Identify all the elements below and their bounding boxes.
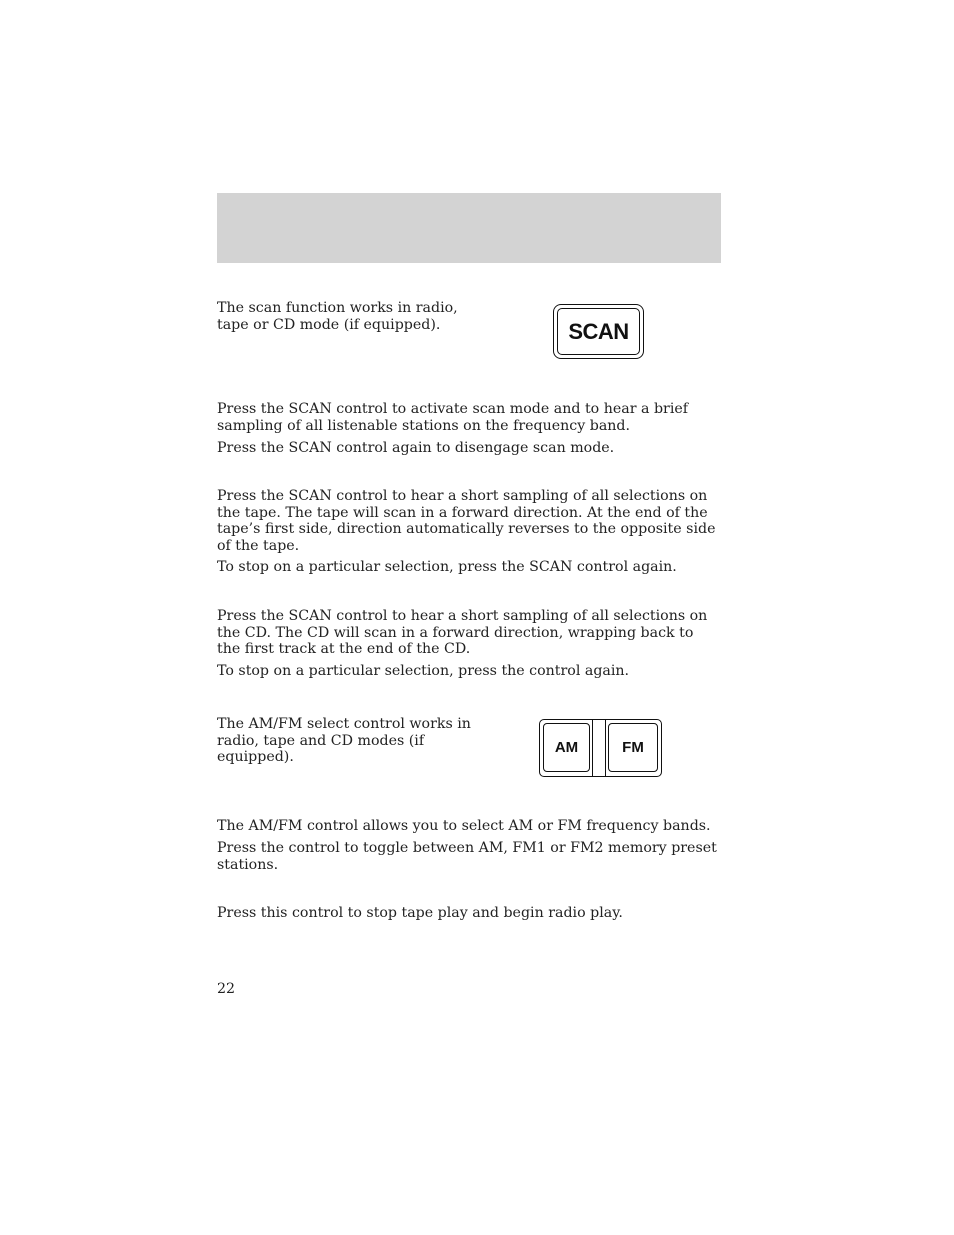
scan-tape-paragraph-2: To stop on a particular selection, press the SCAN control again. bbox=[217, 559, 677, 575]
fm-button[interactable] bbox=[608, 723, 658, 772]
scan-radio-paragraph-1: Press the SCAN control to activate scan mode and to hear a brief sampling of all listenable stations on the frequency band. bbox=[217, 401, 689, 434]
section-header-bar bbox=[217, 193, 721, 263]
am-button-label: AM bbox=[554, 739, 579, 756]
amfm-intro-text: The AM/FM select control works in radio, tape and CD modes (if equipped). bbox=[217, 716, 471, 765]
scan-button[interactable] bbox=[553, 304, 644, 359]
scan-tape-paragraph-1: Press the SCAN control to hear a short sampling of all selections on the tape. The tape will scan in a forward direction. At the end of the tape’s first side, direction automatically reverses to the opposite side of the tape. bbox=[217, 488, 716, 554]
amfm-select-control bbox=[539, 719, 662, 777]
scan-button-label: SCAN bbox=[568, 318, 629, 344]
scan-button-face bbox=[557, 308, 640, 355]
amfm-divider bbox=[592, 720, 606, 776]
scan-radio-paragraph-2: Press the SCAN control again to disengage scan mode. bbox=[217, 440, 615, 456]
scan-intro-text: The scan function works in radio, tape or CD mode (if equipped). bbox=[217, 300, 458, 333]
scan-cd-paragraph-2: To stop on a particular selection, press the control again. bbox=[217, 663, 630, 679]
page-number: 22 bbox=[217, 981, 236, 997]
scan-cd-paragraph-1: Press the SCAN control to hear a short sampling of all selections on the CD. The CD will scan in a forward direction, wrapping back to the first track at the end of the CD. bbox=[217, 608, 708, 657]
amfm-paragraph-2: Press the control to toggle between AM, FM1 or FM2 memory preset stations. bbox=[217, 840, 717, 873]
fm-button-label: FM bbox=[622, 739, 644, 756]
amfm-paragraph-3: Press this control to stop tape play and begin radio play. bbox=[217, 905, 623, 921]
am-button[interactable] bbox=[543, 723, 590, 772]
amfm-paragraph-1: The AM/FM control allows you to select AM or FM frequency bands. bbox=[217, 818, 711, 834]
